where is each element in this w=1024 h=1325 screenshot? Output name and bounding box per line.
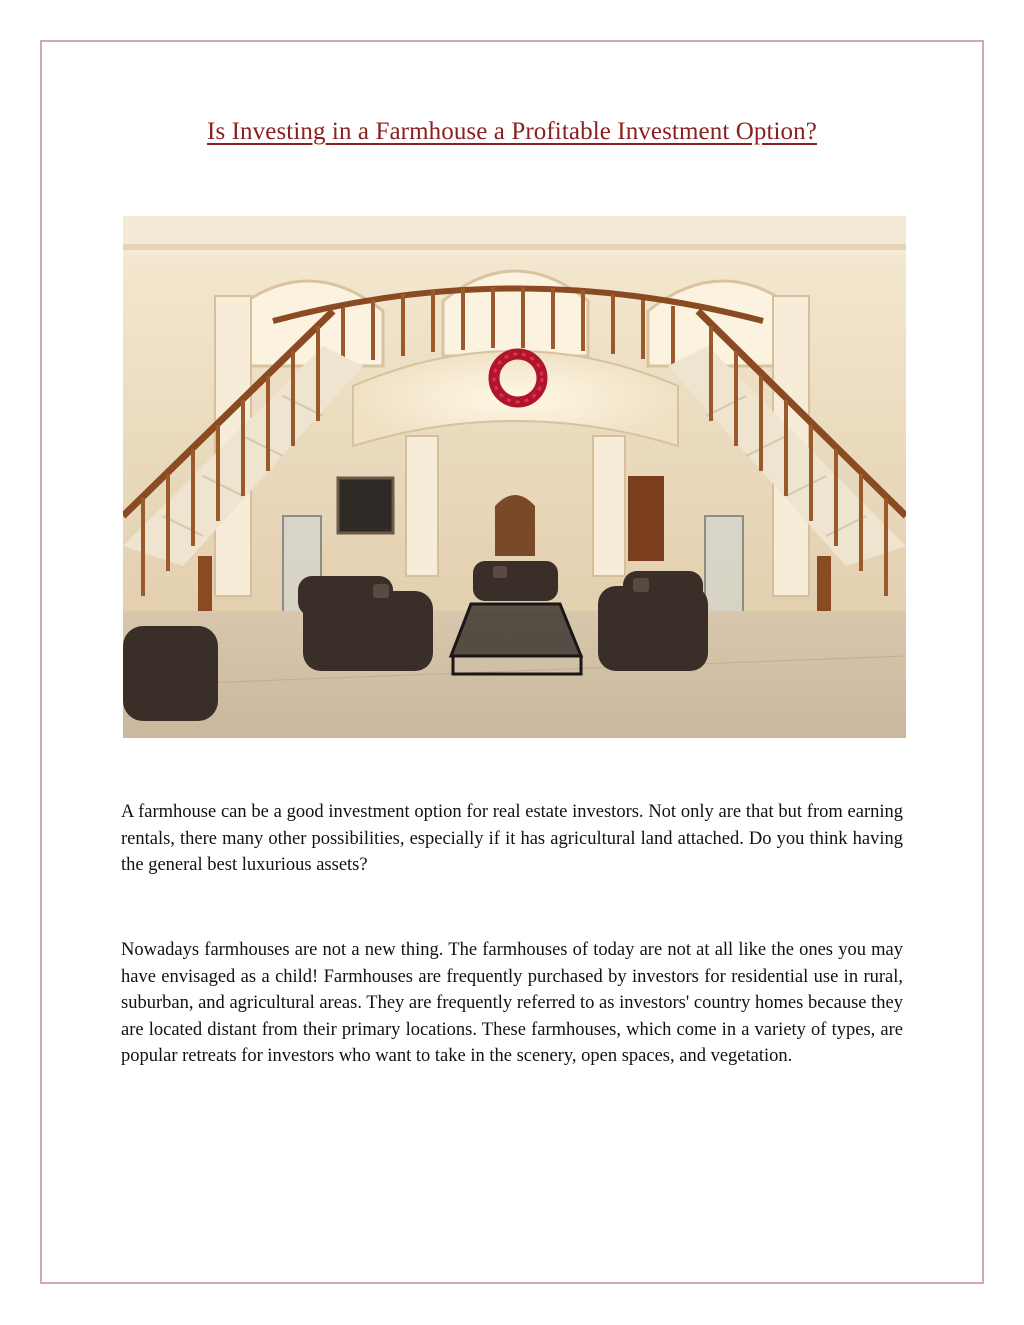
paragraph-nowadays: Nowadays farmhouses are not a new thing. The farmhouses of today are not at all like the ones you may have envisaged as a child! Farmhouses are frequently purchased by investors for residential use in rural, suburban, and agricultural areas. They are frequently referred to as investors' country homes because they are located distant from their primary locations. These farmhouses, which come in a variety of types, are popular retreats for investors who want to take in the scenery, open spaces, and vegetation. [121, 940, 903, 1066]
farmhouse-interior-photo [123, 216, 906, 738]
page-title: Is Investing in a Farmhouse a Profitable Investment Option? [207, 118, 817, 145]
paragraph-intro: A farmhouse can be a good investment option for real estate investors. Not only are that but from earning rentals, there many other possibilities, especially if it has agricultural land attached. Do you think having the general best luxurious assets? [121, 802, 903, 875]
